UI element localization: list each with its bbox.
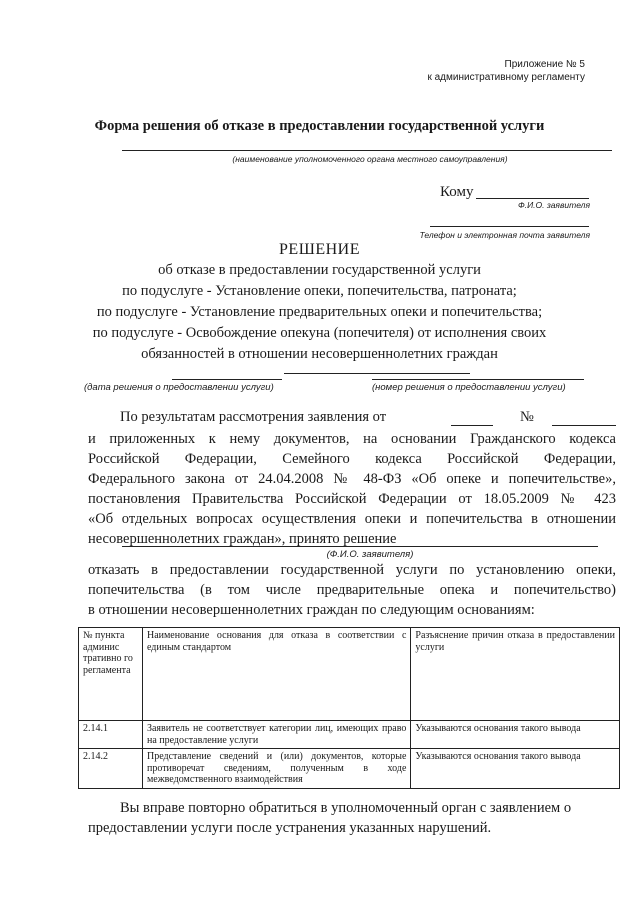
appendix-reference	[400, 58, 585, 84]
decision-title: РЕШЕНИЕ	[279, 241, 360, 258]
application-number-label: №	[520, 409, 534, 425]
decision-number-caption: (номер решения о предоставлении услуги)	[372, 382, 566, 393]
table-row	[79, 749, 620, 789]
decision-subtitle-line: обязанностей в отношении несовершеннолетних граждан	[141, 346, 498, 362]
reason-cell: Заявитель не соответствует категории лиц, имеющих право на предоставление услуги	[142, 721, 410, 749]
decision-subtitle-line: по подуслуге - Освобождение опекуна (попечителя) от исполнения своих	[92, 325, 547, 341]
applicant-name-line	[476, 198, 589, 199]
refusal-reasons-table	[78, 627, 620, 789]
decision-date-line	[172, 379, 282, 380]
refusal-line: попечительства (в том числе предварительные опека и попечительство)	[88, 582, 616, 598]
applicant-fio-line	[122, 546, 598, 547]
decision-subtitle-line: по подуслуге - Установление предварительных опеки и попечительства;	[96, 304, 543, 320]
body-intro: По результатам рассмотрения заявления от	[120, 409, 387, 425]
explanation-cell: Указываются основания такого вывода	[411, 721, 620, 749]
body-line: «Об отдельных вопросах осуществления опеки и попечительства в отношении	[88, 511, 616, 527]
body-line: Федерального закона от 24.04.2008 № 48-ФЗ «Об опеке и попечительстве»,	[88, 471, 616, 487]
column-header-explanation: Разъяснение причин отказа в предоставлении услуги	[411, 628, 620, 721]
contact-line	[430, 226, 589, 227]
application-date-line	[451, 425, 493, 426]
clause-number-cell: 2.14.1	[79, 721, 143, 749]
body-line: Российской Федерации, Семейного кодекса Российской Федерации,	[88, 451, 616, 467]
closing-statement	[88, 798, 616, 838]
body-line: постановления Правительства Российской Федерации от 18.05.2009 № 423	[88, 491, 616, 507]
reason-cell: Представление сведений и (или) документов, которые противоречат сведениям, полученным в ходе межведомственного взаимодействия	[142, 749, 410, 789]
body-line: и приложенных к нему документов, на основании Гражданского кодекса	[88, 431, 616, 447]
decision-subtitle-line: об отказе в предоставлении государственной услуги	[158, 262, 481, 278]
table-row	[79, 721, 620, 749]
appendix-regulation: к административному регламенту	[427, 72, 585, 83]
decision-divider-line	[284, 373, 470, 374]
closing-text: Вы вправе повторно обратиться в уполномоченный орган с заявлением о предоставлении услуги после устранения указанных нарушений.	[88, 800, 572, 836]
body-line: несовершеннолетних граждан», принято решение	[88, 531, 397, 547]
applicant-fio-caption: (Ф.И.О. заявителя)	[326, 549, 414, 560]
appendix-number: Приложение № 5	[504, 59, 585, 70]
refusal-line: отказать в предоставлении государственной услуги по установлению опеки,	[88, 562, 616, 578]
decision-date-caption: (дата решения о предоставлении услуги)	[84, 382, 274, 393]
application-number-line	[552, 425, 616, 426]
table-header-row	[79, 628, 620, 721]
refusal-line: в отношении несовершеннолетних граждан по следующим основаниям:	[88, 602, 535, 618]
decision-number-line	[372, 379, 584, 380]
applicant-caption: Ф.И.О. заявителя	[517, 200, 590, 210]
decision-subtitle-line: по подуслуге - Установление опеки, попечительства, патроната;	[122, 283, 517, 299]
column-header-reason: Наименование основания для отказа в соответствии с единым стандартом	[142, 628, 410, 721]
authority-caption: (наименование уполномоченного органа местного самоуправления)	[232, 154, 508, 164]
to-label: Кому	[440, 184, 474, 200]
authority-name-line	[122, 150, 612, 151]
column-header-clause: № пункта админис тративно го регламента	[79, 628, 143, 721]
form-title: Форма решения об отказе в предоставлении государственной услуги	[94, 118, 545, 134]
explanation-cell: Указываются основания такого вывода	[411, 749, 620, 789]
clause-number-cell: 2.14.2	[79, 749, 143, 789]
contact-caption: Телефон и электронная почта заявителя	[419, 230, 590, 240]
